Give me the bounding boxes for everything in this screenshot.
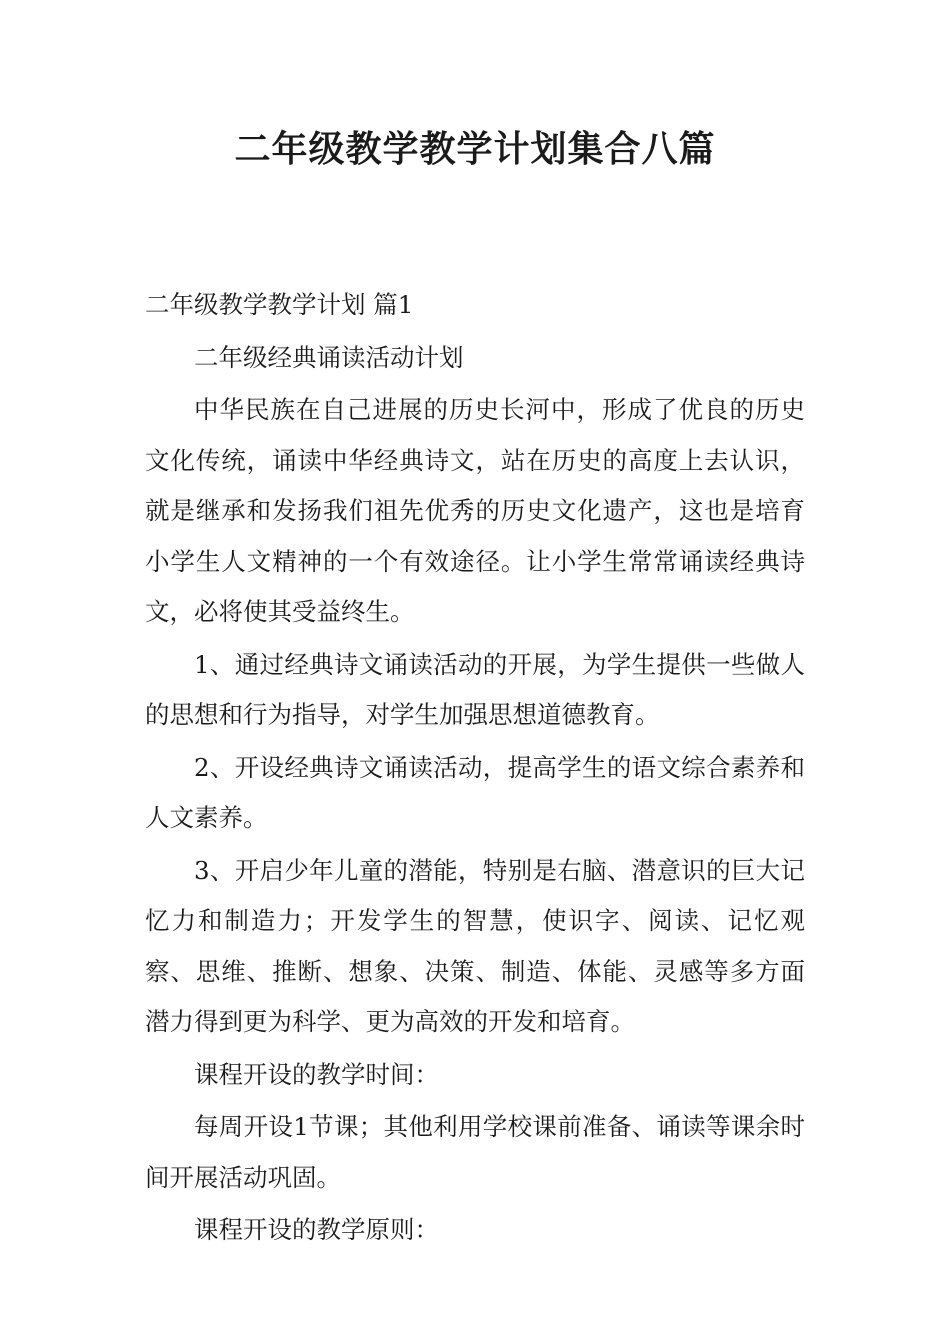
paragraph-goal-1: 1、通过经典诗文诵读活动的开展，为学生提供一些做人的思想和行为指导，对学生加强思想道德教育。: [145, 649, 805, 729]
paragraph-teaching-time-heading: 课程开设的教学时间：: [194, 1059, 439, 1089]
paragraph-goal-2: 2、开设经典诗文诵读活动，提高学生的语文综合素养和人文素养。: [145, 752, 805, 832]
section-heading: 二年级教学教学计划 篇1: [145, 290, 414, 319]
plan-subtitle: 二年级经典诵读活动计划: [194, 342, 464, 372]
paragraph-goal-3: 3、开启少年儿童的潜能，特别是右脑、潜意识的巨大记忆力和制造力；开发学生的智慧，使识字、阅读、记忆观察、思维、推断、想象、决策、制造、体能、灵感等多方面潜力得到更为科学、更为高效的开发和培育。: [145, 855, 805, 1036]
document-body: [145, 280, 805, 1258]
paragraph-intro: 中华民族在自己进展的历史长河中，形成了优良的历史文化传统，诵读中华经典诗文，站在历史的高度上去认识，就是继承和发扬我们祖先优秀的历史文化遗产，这也是培育小学生人文精神的一个有效途径。让小学生常常诵读经典诗文，必将使其受益终生。: [145, 395, 805, 626]
paragraph-teaching-time: 每周开设1节课；其他利用学校课前准备、诵读等课余时间开展活动巩固。: [145, 1112, 805, 1192]
paragraph-teaching-principles-heading: 课程开设的教学原则：: [194, 1215, 439, 1244]
document-title: 二年级教学教学计划集合八篇: [234, 129, 716, 170]
